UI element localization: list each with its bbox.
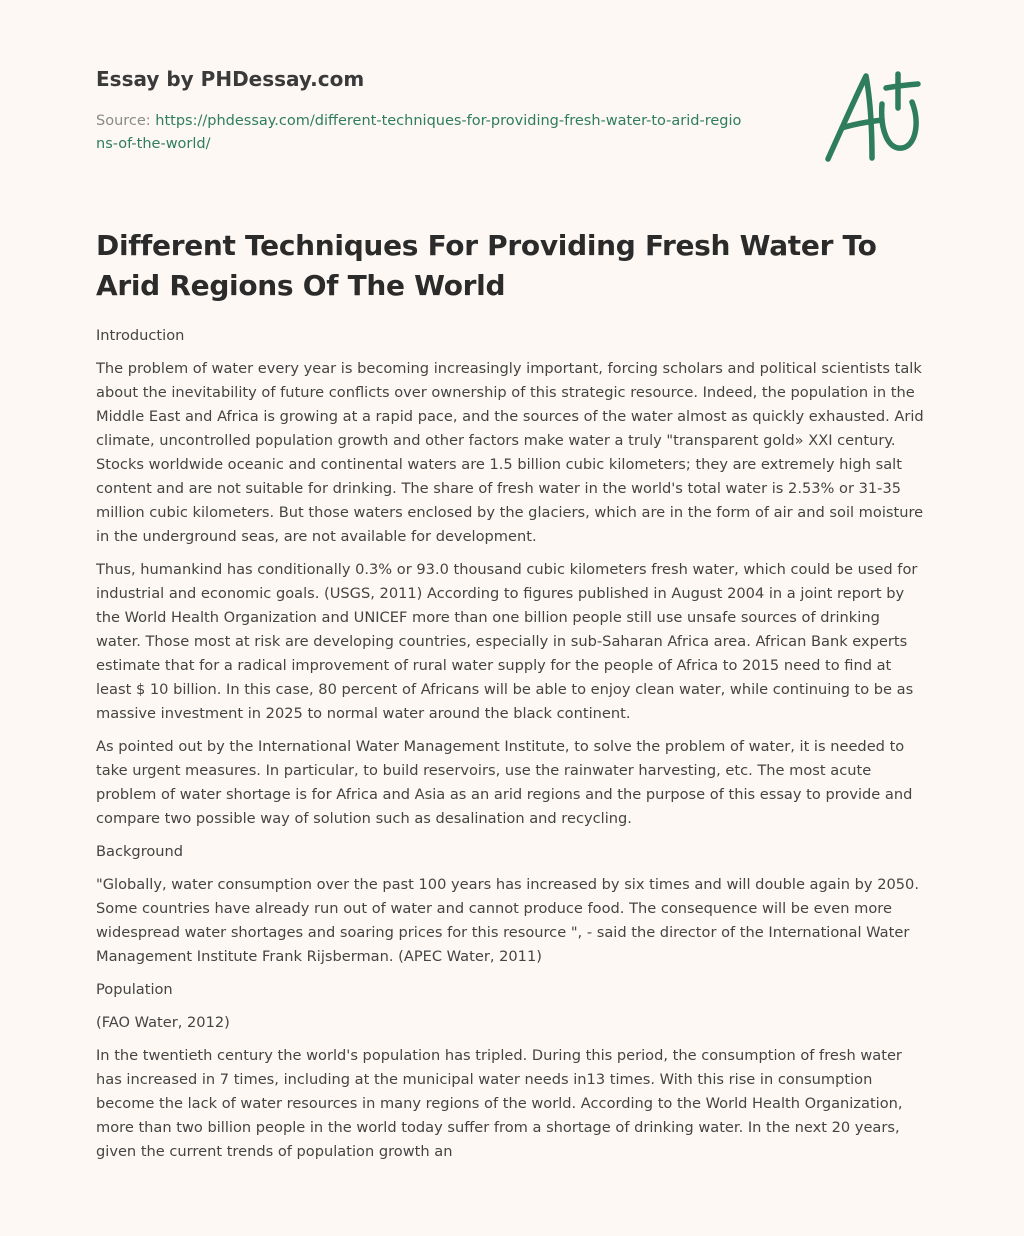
a-plus-logo-icon	[820, 66, 932, 166]
paragraph: The problem of water every year is becoming increasingly important, forcing scholars and political scientists talk about the inevitability of future conflicts over ownership of this strategic resource. Indeed, the population in the Middle East and Africa is growing at a rapid pace, and the sources of the water almost as quickly exhausted. Arid climate, uncontrolled population growth and other factors make water a truly "transparent gold» XXI century. Stocks worldwide oceanic and continental waters are 1.5 billion cubic kilometers; they are extremely high salt content and are not suitable for drinking. The share of fresh water in the world's total water is 2.53% or 31-35 million cubic kilometers. But those waters enclosed by the glaciers, which are in the form of air and soil moisture in the underground seas, are not available for development.	[96, 360, 924, 545]
paragraph: As pointed out by the International Water Management Institute, to solve the problem of water, it is needed to take urgent measures. In particular, to build reservoirs, use the rainwater harvesting, etc. The most acute problem of water shortage is for Africa and Asia as an arid regions and the purpose of this essay to provide and compare two possible way of solution such as desalination and recycling.	[96, 738, 913, 827]
source-line	[96, 110, 746, 156]
paragraph: In the twentieth century the world's population has tripled. During this period, the consumption of fresh water has increased in 7 times, including at the municipal water needs in13 times. With this rise in consumption become the lack of water resources in many regions of the world. According to the World Health Organization, more than two billion people in the world today suffer from a shortage of drinking water. In the next 20 years, given the current trends of population growth an	[96, 1047, 903, 1160]
site-title: Essay by PHDessay.com	[96, 67, 365, 91]
essay-title: Different Techniques For Providing Fresh Water To Arid Regions Of The World	[96, 229, 877, 302]
source-link[interactable]: https://phdessay.com/different-techniques-for-providing-fresh-water-to-arid-regions-of-the-world/	[96, 113, 742, 152]
source-label: Source:	[96, 113, 156, 129]
section-heading-background: Background	[96, 843, 184, 860]
citation: (FAO Water, 2012)	[96, 1014, 230, 1031]
paragraph: Thus, humankind has conditionally 0.3% or 93.0 thousand cubic kilometers fresh water, which could be used for industrial and economic goals. (USGS, 2011) According to figures published in August 2004 in a joint report by the World Health Organization and UNICEF more than one billion people still use unsafe sources of drinking water. Those most at risk are developing countries, especially in sub-Saharan Africa area. African Bank experts estimate that for a radical improvement of rural water supply for the people of Africa to 2015 need to find at least $ 10 billion. In this case, 80 percent of Africans will be able to enjoy clean water, while continuing to be as massive investment in 2025 to normal water around the black continent.	[96, 561, 918, 722]
paragraph: "Globally, water consumption over the past 100 years has increased by six times and will double again by 2050. Some countries have already run out of water and cannot produce food. The consequence will be even more widespread water shortages and soaring prices for this resource ", - said the director of the International Water Management Institute Frank Rijsberman. (APEC Water, 2011)	[96, 876, 919, 965]
section-heading-introduction: Introduction	[96, 327, 185, 344]
section-heading-population: Population	[96, 981, 173, 998]
essay-body	[96, 324, 928, 1173]
